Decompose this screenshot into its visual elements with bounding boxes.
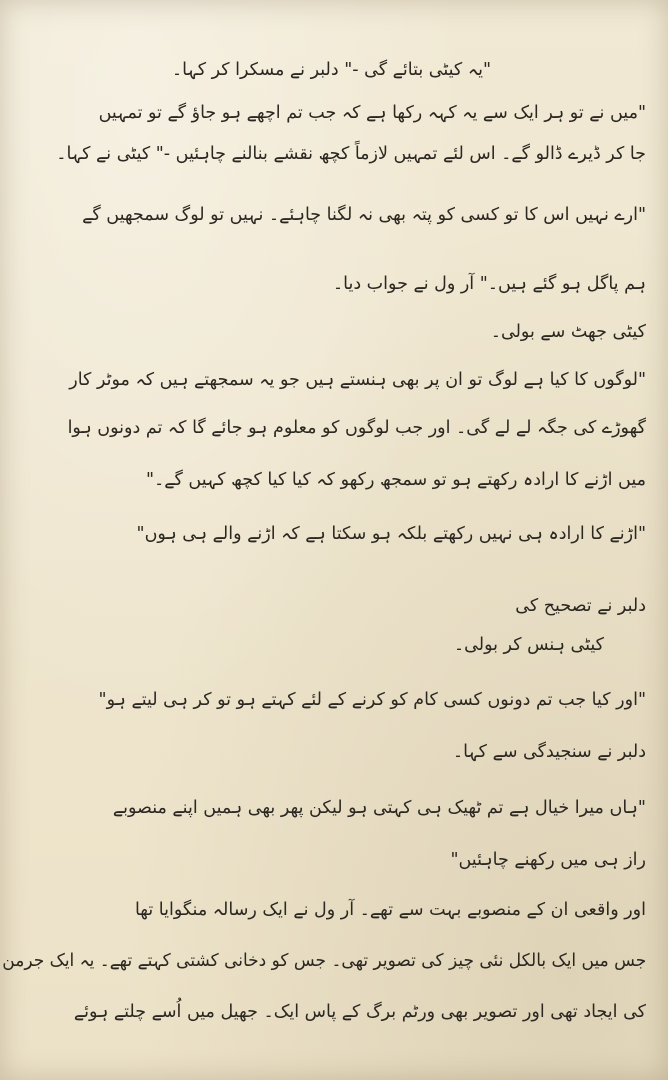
text-line: کیٹی ہنس کر بولی۔ (453, 635, 604, 655)
text-line: "اور کیا جب تم دونوں کسی کام کو کرنے کے لئے کہتے ہو تو کر ہی لیتے ہو" (98, 690, 646, 710)
text-line: جا کر ڈیرے ڈالو گے۔ اس لئے تمہیں لازماً کچھ نقشے بنالنے چاہئیں -" کیٹی نے کہا۔ (56, 144, 646, 164)
text-line: دلبر نے تصحیح کی (515, 596, 646, 616)
text-line: "ہاں میرا خیال ہے تم ٹھیک ہی کہتی ہو لیکن پھر بھی ہمیں اپنے منصوبے (112, 798, 646, 818)
text-line: جس میں ایک بالکل نئی چیز کی تصویر تھی۔ جس کو دخانی کشتی کہتے تھے۔ یہ ایک جرمن (2, 951, 646, 971)
text-line: "ارے نہیں اس کا تو کسی کو پتہ بھی نہ لگنا چاہئے۔ نہیں تو لوگ سمجھیں گے (82, 205, 646, 225)
text-line: گھوڑے کی جگہ لے لے گی۔ اور جب لوگوں کو معلوم ہو جائے گا کہ تم دونوں ہوا (67, 418, 646, 438)
text-line: کی ایجاد تھی اور تصویر بھی ورٹم برگ کے پاس ایک۔ جھیل میں اُسے چلتے ہوئے (73, 1002, 646, 1022)
text-line: "میں نے تو ہر ایک سے یہ کہہ رکھا ہے کہ جب تم اچھے ہو جاؤ گے تو تمہیں (98, 103, 646, 123)
text-line: "لوگوں کا کیا ہے لوگ تو ان پر بھی ہنستے ہیں جو یہ سمجھتے ہیں کہ موٹر کار (69, 370, 646, 390)
text-line: "یہ کیٹی بتائے گی -" دلبر نے مسکرا کر کہا۔ (171, 60, 491, 80)
text-line: "اڑنے کا ارادہ ہی نہیں رکھتے بلکہ ہو سکتا ہے کہ اڑنے والے ہی ہوں" (136, 524, 646, 544)
text-line: ہم پاگل ہو گئے ہیں۔" آر ول نے جواب دیا۔ (332, 274, 646, 294)
text-line: دلبر نے سنجیدگی سے کہا۔ (452, 742, 646, 762)
text-line: میں اڑنے کا ارادہ رکھتے ہو تو سمجھ رکھو کہ کیا کیا کچھ کہیں گے۔" (145, 470, 646, 490)
text-line: کیٹی جھٹ سے بولی۔ (490, 322, 646, 342)
text-line: راز ہی میں رکھنے چاہئیں" (450, 850, 646, 870)
text-line: اور واقعی ان کے منصوبے بہت سے تھے۔ آر ول نے ایک رسالہ منگوایا تھا (134, 900, 646, 920)
